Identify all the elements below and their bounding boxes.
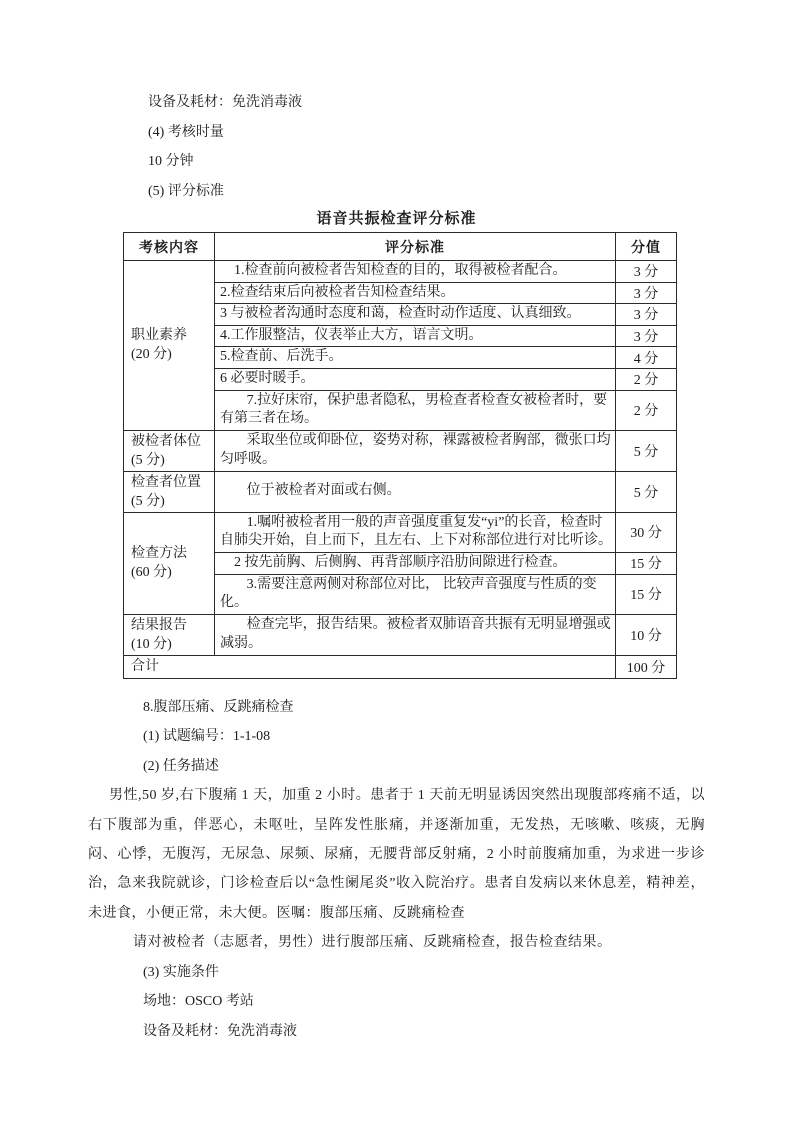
group-name: 结果报告 (131, 617, 187, 633)
duration-line: 10 分钟 (148, 154, 194, 169)
score-cell: 3 分 (616, 304, 677, 326)
section-8-item-3: (3) 实施条件 (143, 964, 219, 980)
equipment-line-bottom: 设备及耗材：免洗消毒液 (143, 1023, 297, 1039)
group-score-label: (20 分) (131, 347, 172, 363)
group-label-result-report (124, 614, 215, 655)
task-description-paragraph: 男性,50 岁,右下腹痛 1 天，加重 2 小时。患者于 1 天前无明显诱因突然出现腹部疼痛不适，以右下腹部为重，伴恶心，未呕吐，呈阵发性胀痛，并逐渐加重，无发热，无咳嗽、咳痰，无胸闷、心悸，无腹泻，无尿急、尿频、尿痛，无腰背部反射痛，2 小时前腹痛加重，为求进一步诊治，急来我院就诊，门诊检查后以“急性阑尾炎”收入院治疗。患者自发病以来休息差，精神差，未进食，小便正常，未大便。医嘱：腹部压痛、反跳痛检查 (88, 788, 705, 921)
criteria-cell: 2.检查结束后向被检者告知检查结果。 (215, 282, 616, 304)
item-5-scoring-standard: (5) 评分标准 (148, 183, 224, 199)
table-row (124, 512, 677, 552)
score-cell: 4 分 (616, 347, 677, 369)
criteria-cell: 5.检查前、后洗手。 (215, 347, 616, 369)
score-cell: 5 分 (616, 471, 677, 512)
criteria-cell: 位于被检者对面或右侧。 (215, 471, 616, 512)
score-cell: 15 分 (616, 552, 677, 574)
section-8-item-1: (1) 试题编号：1-1-08 (143, 729, 271, 745)
criteria-cell: 3.需要注意两侧对称部位对比， 比较声音强度与性质的变化。 (215, 574, 616, 614)
criteria-cell: 1.检查前向被检者告知检查的目的，取得被检者配合。 (215, 261, 616, 283)
group-name: 被检者体位 (131, 433, 201, 449)
criteria-cell: 采取坐位或仰卧位，姿势对称，裸露被检者胸部，微张口均匀呼吸。 (215, 430, 616, 471)
total-label: 合计 (124, 655, 616, 678)
group-label-exam-method (124, 512, 215, 614)
group-score-label: (60 分) (131, 565, 172, 581)
group-name: 职业素养 (131, 328, 187, 344)
score-cell: 5 分 (616, 430, 677, 471)
header-content: 考核内容 (124, 233, 215, 261)
total-score: 100 分 (616, 655, 677, 678)
group-name: 检查方法 (131, 546, 187, 562)
criteria-cell: 7.拉好床帘，保护患者隐私，男检查者检查女被检者时，要有第三者在场。 (215, 390, 616, 430)
criteria-cell: 3 与被检者沟通时态度和蔼，检查时动作适度、认真细致。 (215, 304, 616, 326)
group-label-professionalism (124, 261, 215, 431)
score-cell: 30 分 (616, 512, 677, 552)
table-row (124, 261, 677, 283)
table-row (124, 471, 677, 512)
criteria-cell: 检查完毕，报告结果。被检者双肺语音共振有无明显增强或减弱。 (215, 614, 616, 655)
score-cell: 2 分 (616, 390, 677, 430)
group-name: 检查者位置 (131, 474, 201, 490)
section-8-heading: 8.腹部压痛、反跳痛检查 (143, 699, 294, 715)
request-line: 请对被检者（志愿者，男性）进行腹部压痛、反跳痛检查，报告检查结果。 (133, 935, 612, 951)
group-label-subject-position (124, 430, 215, 471)
table-row (124, 430, 677, 471)
score-cell: 3 分 (616, 325, 677, 347)
score-cell: 3 分 (616, 261, 677, 283)
group-score-label: (5 分) (131, 452, 165, 468)
table-total-row (124, 655, 677, 678)
criteria-cell: 1.嘱咐被检者用一般的声音强度重复发“yi”的长音，检查时自肺尖开始，自上而下，且左右、上下对称部位进行对比听诊。 (215, 512, 616, 552)
table-row (124, 614, 677, 655)
venue-line: 场地：OSCO 考站 (143, 994, 254, 1010)
item-4-assessment-time: (4) 考核时量 (148, 124, 224, 140)
group-label-examiner-position (124, 471, 215, 512)
scoring-table (123, 232, 677, 679)
score-cell: 3 分 (616, 282, 677, 304)
group-score-label: (10 分) (131, 636, 172, 652)
table-header-row (124, 233, 677, 261)
score-cell: 15 分 (616, 574, 677, 614)
table-title: 语音共振检查评分标准 (316, 210, 477, 227)
criteria-cell: 4.工作服整洁，仪表举止大方，语言文明。 (215, 325, 616, 347)
score-cell: 10 分 (616, 614, 677, 655)
section-8-item-2: (2) 任务描述 (143, 758, 219, 774)
score-cell: 2 分 (616, 368, 677, 390)
header-criteria: 评分标准 (215, 233, 616, 261)
criteria-cell: 2 按先前胸、后侧胸、再背部顺序沿肋间隙进行检查。 (215, 552, 616, 574)
header-score: 分值 (616, 233, 677, 261)
equipment-line: 设备及耗材：免洗消毒液 (148, 95, 302, 110)
criteria-cell: 6 必要时暖手。 (215, 368, 616, 390)
group-score-label: (5 分) (131, 493, 165, 509)
